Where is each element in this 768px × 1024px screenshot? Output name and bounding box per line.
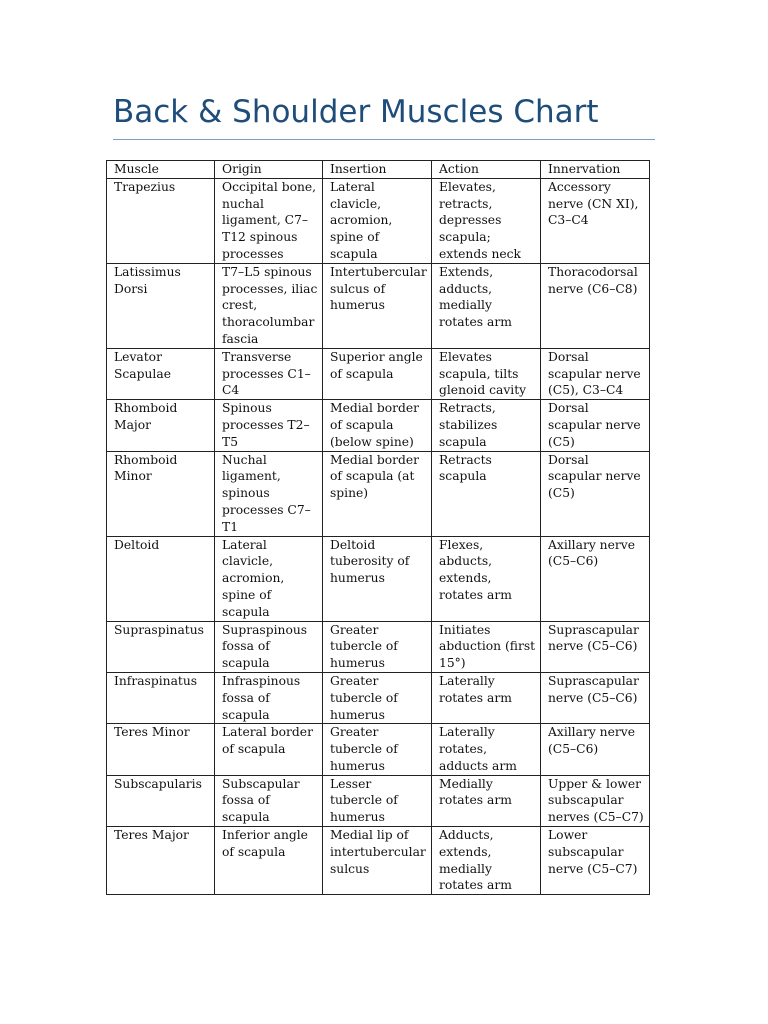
innervation-cell: Dorsal scapular nerve (C5), C3–C4 (541, 348, 650, 399)
table-row (107, 724, 650, 775)
table-row (107, 672, 650, 723)
insertion-cell: Greater tubercle of humerus (323, 621, 432, 672)
insertion-cell: Medial border of scapula (below spine) (323, 400, 432, 451)
action-cell: Flexes, abducts, extends, rotates arm (432, 536, 541, 621)
table-row (107, 451, 650, 536)
action-cell: Retracts, stabilizes scapula (432, 400, 541, 451)
muscle-cell: Deltoid (107, 536, 215, 621)
action-cell: Laterally rotates, adducts arm (432, 724, 541, 775)
origin-cell: Transverse processes C1–C4 (215, 348, 323, 399)
muscle-cell: Supraspinatus (107, 621, 215, 672)
action-cell: Adducts, extends, medially rotates arm (432, 827, 541, 895)
action-cell: Laterally rotates arm (432, 672, 541, 723)
header-cell-origin: Origin (215, 161, 323, 179)
table-row (107, 621, 650, 672)
table-body (107, 178, 650, 894)
header-cell-insertion: Insertion (323, 161, 432, 179)
insertion-cell: Greater tubercle of humerus (323, 672, 432, 723)
origin-cell: Inferior angle of scapula (215, 827, 323, 895)
muscle-cell: Infraspinatus (107, 672, 215, 723)
table-row (107, 827, 650, 895)
muscle-cell: Subscapularis (107, 775, 215, 826)
origin-cell: Occipital bone, nuchal ligament, C7–T12 spinous processes (215, 178, 323, 263)
origin-cell: Lateral border of scapula (215, 724, 323, 775)
action-cell: Retracts scapula (432, 451, 541, 536)
table-row (107, 400, 650, 451)
innervation-cell: Axillary nerve (C5–C6) (541, 536, 650, 621)
insertion-cell: Medial border of scapula (at spine) (323, 451, 432, 536)
insertion-cell: Lateral clavicle, acromion, spine of scapula (323, 178, 432, 263)
table-row (107, 178, 650, 263)
muscle-cell: Latissimus Dorsi (107, 263, 215, 348)
table-row (107, 775, 650, 826)
table-header (107, 161, 650, 179)
origin-cell: Nuchal ligament, spinous processes C7–T1 (215, 451, 323, 536)
innervation-cell: Suprascapular nerve (C5–C6) (541, 672, 650, 723)
action-cell: Medially rotates arm (432, 775, 541, 826)
muscle-cell: Rhomboid Major (107, 400, 215, 451)
insertion-cell: Lesser tubercle of humerus (323, 775, 432, 826)
origin-cell: Subscapular fossa of scapula (215, 775, 323, 826)
header-cell-innervation: Innervation (541, 161, 650, 179)
innervation-cell: Lower subscapular nerve (C5–C7) (541, 827, 650, 895)
muscles-table (106, 160, 650, 895)
innervation-cell: Thoracodorsal nerve (C6–C8) (541, 263, 650, 348)
action-cell: Elevates, retracts, depresses scapula; extends neck (432, 178, 541, 263)
muscle-cell: Levator Scapulae (107, 348, 215, 399)
innervation-cell: Upper & lower subscapular nerves (C5–C7) (541, 775, 650, 826)
table-row (107, 348, 650, 399)
insertion-cell: Superior angle of scapula (323, 348, 432, 399)
innervation-cell: Axillary nerve (C5–C6) (541, 724, 650, 775)
table-row (107, 263, 650, 348)
origin-cell: Infraspinous fossa of scapula (215, 672, 323, 723)
innervation-cell: Dorsal scapular nerve (C5) (541, 400, 650, 451)
title-underline (113, 139, 655, 140)
insertion-cell: Deltoid tuberosity of humerus (323, 536, 432, 621)
muscle-cell: Trapezius (107, 178, 215, 263)
origin-cell: T7–L5 spinous processes, iliac crest, thoracolumbar fascia (215, 263, 323, 348)
action-cell: Extends, adducts, medially rotates arm (432, 263, 541, 348)
header-cell-muscle: Muscle (107, 161, 215, 179)
origin-cell: Spinous processes T2–T5 (215, 400, 323, 451)
table-row (107, 536, 650, 621)
header-cell-action: Action (432, 161, 541, 179)
action-cell: Elevates scapula, tilts glenoid cavity (432, 348, 541, 399)
innervation-cell: Suprascapular nerve (C5–C6) (541, 621, 650, 672)
insertion-cell: Intertubercular sulcus of humerus (323, 263, 432, 348)
page-title: Back & Shoulder Muscles Chart (113, 94, 599, 130)
muscle-cell: Teres Major (107, 827, 215, 895)
origin-cell: Supraspinous fossa of scapula (215, 621, 323, 672)
muscle-cell: Teres Minor (107, 724, 215, 775)
insertion-cell: Medial lip of intertubercular sulcus (323, 827, 432, 895)
innervation-cell: Accessory nerve (CN XI), C3–C4 (541, 178, 650, 263)
action-cell: Initiates abduction (first 15°) (432, 621, 541, 672)
insertion-cell: Greater tubercle of humerus (323, 724, 432, 775)
muscle-cell: Rhomboid Minor (107, 451, 215, 536)
header-row (107, 161, 650, 179)
origin-cell: Lateral clavicle, acromion, spine of scapula (215, 536, 323, 621)
innervation-cell: Dorsal scapular nerve (C5) (541, 451, 650, 536)
